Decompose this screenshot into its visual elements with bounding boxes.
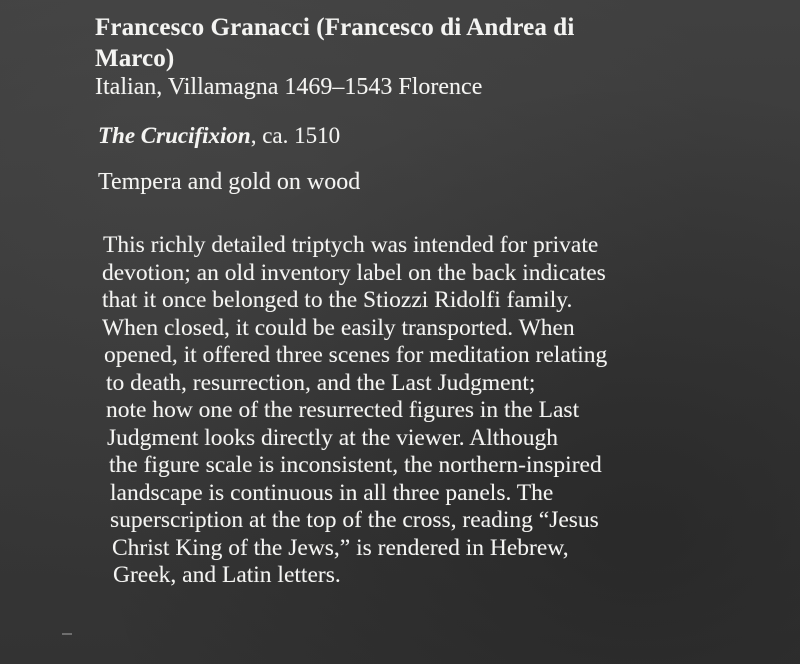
wall-mark	[62, 633, 72, 635]
artist-name: Francesco Granacci (Francesco di Andrea di Marco)	[95, 14, 575, 72]
description-line: devotion; an old inventory label on the back indicates	[102, 259, 606, 286]
artwork-date: , ca. 1510	[250, 123, 341, 148]
description-line: opened, it offered three scenes for meditation relating	[104, 342, 608, 368]
description-line: When closed, it could be easily transported. When	[102, 314, 575, 341]
description-line: note how one of the resurrected figures in the Last	[106, 397, 580, 423]
artwork-description	[101, 232, 721, 590]
artwork-title: The Crucifixion	[98, 123, 251, 148]
description-line: Christ King of the Jews,” is rendered in Hebrew,	[112, 534, 569, 561]
description-line: Greek, and Latin letters.	[113, 562, 341, 588]
description-line: landscape is continuous in all three panels. The	[110, 479, 554, 506]
artwork-title-line	[98, 121, 658, 151]
description-line: Judgment looks directly at the viewer. Although	[107, 424, 558, 451]
description-line: that it once belonged to the Stiozzi Ridolfi family.	[102, 287, 573, 313]
description-line: This richly detailed triptych was intended for private	[103, 232, 599, 258]
artwork-medium: Tempera and gold on wood	[98, 169, 361, 195]
artist-nationality: Italian, Villamagna 1469–1543 Florence	[95, 74, 483, 100]
description-line: to death, resurrection, and the Last Judgment;	[106, 369, 536, 396]
description-line: superscription at the top of the cross, reading “Jesus	[110, 507, 599, 533]
description-line: the figure scale is inconsistent, the northern-inspired	[109, 452, 602, 478]
